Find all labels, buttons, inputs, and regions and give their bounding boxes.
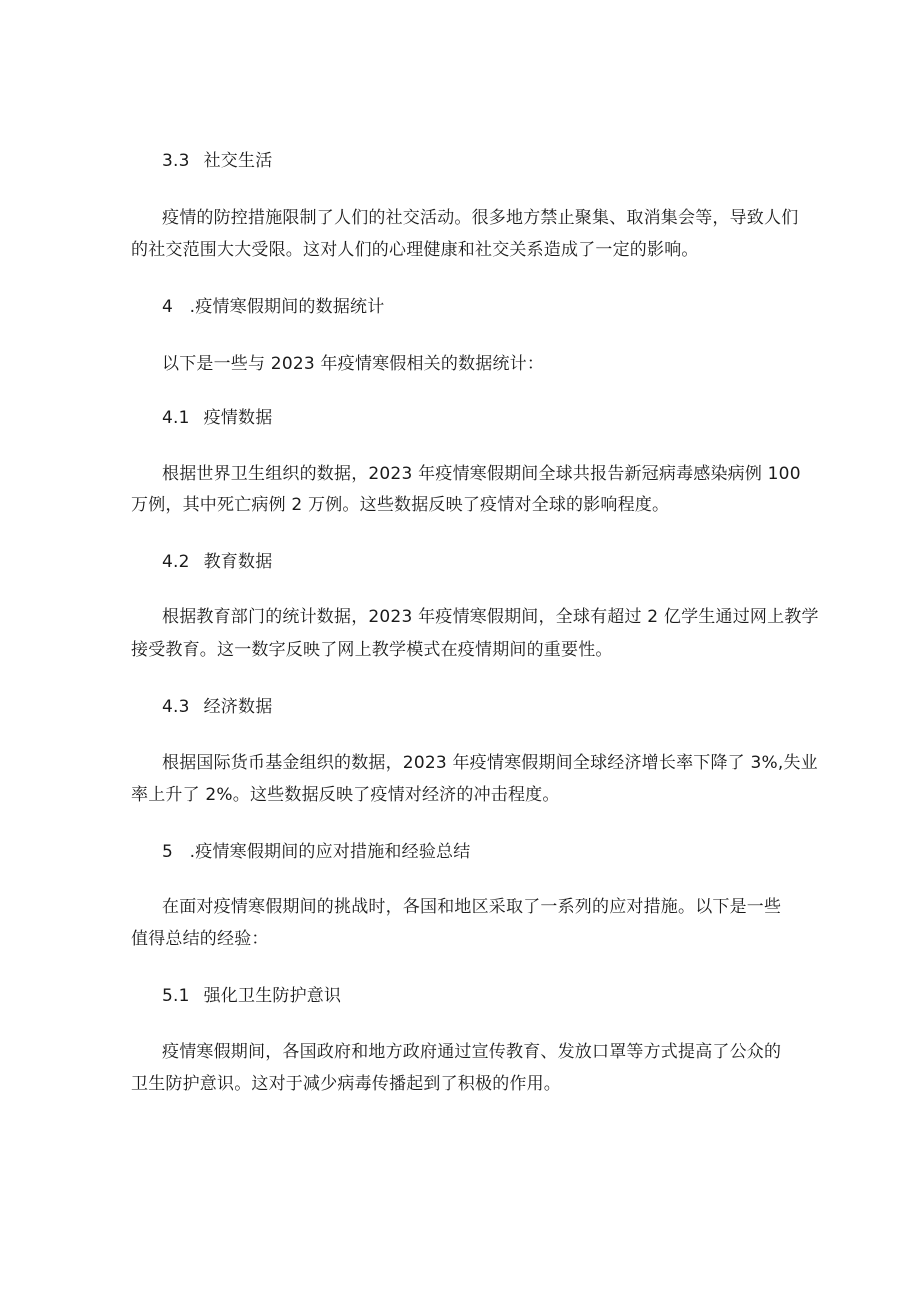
section-heading-4-1 xyxy=(162,408,272,428)
section-number: 4.2 xyxy=(162,552,190,572)
section-heading-3-3 xyxy=(162,151,272,171)
paragraph-line: 以下是一些与 2023 年疫情寒假相关的数据统计： xyxy=(162,354,545,374)
section-heading-4 xyxy=(162,297,384,317)
paragraph-line: 卫生防护意识。这对于减少病毒传播起到了积极的作用。 xyxy=(131,1074,561,1094)
section-number: 5 xyxy=(162,842,174,862)
paragraph-line: 疫情寒假期间，各国政府和地方政府通过宣传教育、发放口罩等方式提高了公众的 xyxy=(162,1042,782,1062)
paragraph-line: 在面对疫情寒假期间的挑战时，各国和地区采取了一系列的应对措施。以下是一些 xyxy=(162,897,782,917)
section-heading-5 xyxy=(162,842,470,862)
section-heading-4-2 xyxy=(162,552,272,572)
section-number: 3.3 xyxy=(162,151,190,171)
section-heading-5-1 xyxy=(162,986,341,1006)
paragraph-line: 根据教育部门的统计数据，2023 年疫情寒假期间，全球有超过 2 亿学生通过网上教学 xyxy=(162,607,819,627)
section-title: 强化卫生防护意识 xyxy=(203,986,342,1006)
paragraph-line: 根据世界卫生组织的数据，2023 年疫情寒假期间全球共报告新冠病毒感染病例 100 xyxy=(162,464,801,484)
paragraph-line: 疫情的防控措施限制了人们的社交活动。很多地方禁止聚集、取消集会等，导致人们 xyxy=(162,208,799,228)
paragraph-line: 根据国际货币基金组织的数据，2023 年疫情寒假期间全球经济增长率下降了 3%,失业 xyxy=(162,753,818,773)
section-heading-4-3 xyxy=(162,697,272,717)
section-title: .疫情寒假期间的应对措施和经验总结 xyxy=(189,842,471,862)
section-title: .疫情寒假期间的数据统计 xyxy=(189,297,385,317)
section-title: 社交生活 xyxy=(203,151,273,171)
section-title: 经济数据 xyxy=(203,697,273,717)
paragraph-line: 率上升了 2%。这些数据反映了疫情对经济的冲击程度。 xyxy=(131,785,560,805)
paragraph-line: 的社交范围大大受限。这对人们的心理健康和社交关系造成了一定的影响。 xyxy=(131,240,699,260)
paragraph-line: 值得总结的经验： xyxy=(131,929,269,949)
section-number: 4 xyxy=(162,297,174,317)
paragraph-line: 接受教育。这一数字反映了网上教学模式在疫情期间的重要性。 xyxy=(131,640,613,660)
section-number: 4.1 xyxy=(162,408,190,428)
section-title: 疫情数据 xyxy=(203,408,273,428)
section-title: 教育数据 xyxy=(203,552,273,572)
section-number: 5.1 xyxy=(162,986,190,1006)
paragraph-line: 万例，其中死亡病例 2 万例。这些数据反映了疫情对全球的影响程度。 xyxy=(131,495,670,515)
section-number: 4.3 xyxy=(162,697,190,717)
